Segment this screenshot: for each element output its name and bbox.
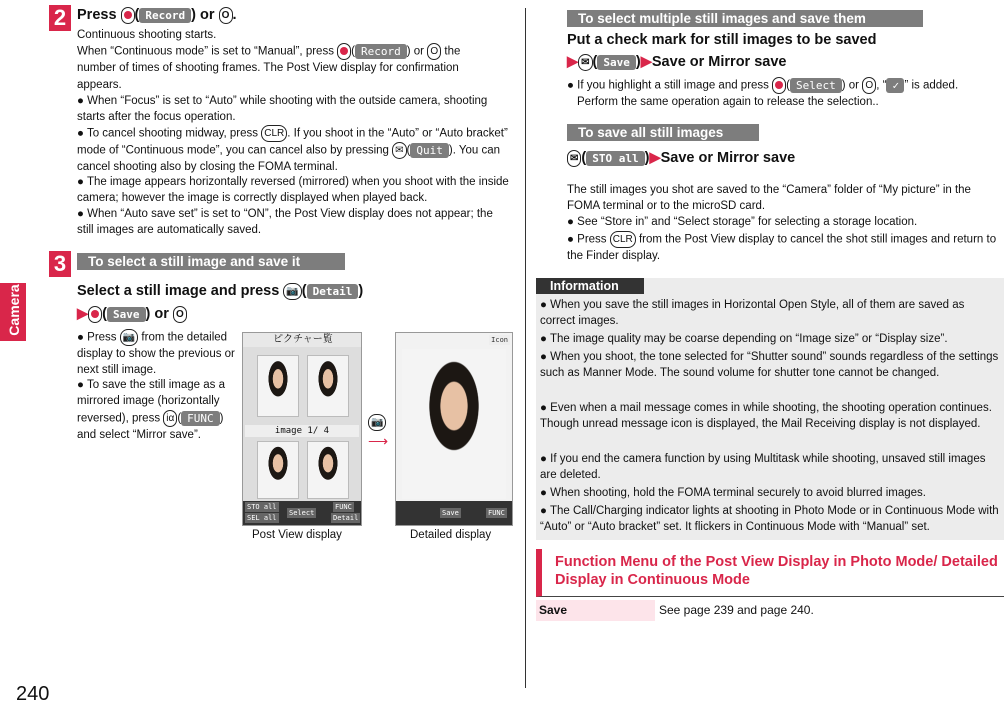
step-2-bullet-4-text: When “Auto save set” is set to “ON”, the Post View display does not appear; the still images are automatically saved.	[77, 208, 493, 237]
detail-softkey: Detail	[333, 514, 359, 522]
p2a: When “Continuous mode” is set to “Manual”, press	[77, 45, 334, 58]
func-softkey: FUNC	[181, 411, 220, 426]
rb1a: If you highlight a still image and press	[577, 79, 769, 92]
step-3-bullet-2: ● To save the still image as a mirrored image (horizontally reversed), press iα ( FUNC ) and select “Mirror save”.	[77, 379, 226, 441]
b2b: . If you shoot in the “Auto” or “Auto bracket” mode of “Continuous mode”, you can cancel also by pressing	[77, 127, 508, 157]
select-softkey: Select	[790, 78, 842, 93]
s3b2b: ) and select “Mirror save”.	[77, 412, 224, 441]
icon-label: Icon	[491, 336, 508, 344]
step-2-para-4: appears.	[77, 79, 122, 91]
info-item-text: The Call/Charging indicator lights at shooting in Photo Mode or in Continuous Mode with “Auto” or “Auto bracket” set. It flickers in Continuous Mode with “Manual” set.	[540, 505, 999, 534]
save-location-para: The still images you shot are saved to the “Camera” folder of “My picture” in the FOMA terminal or to the microSD card.	[567, 184, 971, 213]
arrow-icon: ▶	[640, 54, 652, 70]
step-3-bar: To select a still image and save it	[77, 253, 345, 270]
info-item: ● When you save the still images in Horizontal Open Style, all of them are saved as correct images.	[540, 299, 965, 328]
o-key-icon: O	[427, 43, 441, 60]
rb1d: ” is added.	[904, 79, 959, 92]
info-item-text: Even when a mail message comes in while shooting, the shooting operation continues. Though unread message icon is displayed, the Mail Receiving display is not displayed.	[540, 402, 992, 431]
step-2-bullet-3-text: The image appears horizontally reversed (mirrored) when you shoot with the inside camera; however the image is correctly displayed when played back.	[77, 176, 509, 205]
sel-all-softkey: SEL all	[247, 514, 277, 522]
step-3-or: or	[154, 306, 169, 322]
center-key-icon	[88, 306, 102, 323]
mail-key-icon: ✉	[578, 54, 592, 71]
b2c: ). You can cancel shooting also by closing the FOMA terminal.	[77, 144, 501, 173]
step-3-number: 3	[49, 251, 71, 277]
detailed-screen	[395, 332, 513, 526]
detailed-photo	[402, 349, 506, 499]
p2c: the	[444, 45, 461, 58]
save-softkey: Save	[597, 55, 636, 70]
thumbnail-photo	[257, 355, 299, 417]
info-item: ● When shooting, hold the FOMA terminal securely to avoid blurred images.	[540, 487, 927, 499]
info-item-text: If you end the camera function by using Multitask while shooting, unsaved still images are deleted.	[540, 453, 986, 482]
multi-save-bullet: ● If you highlight a still image and press ( Select ) or O , “ ✓ ” is added.	[567, 79, 959, 92]
sto-all-softkey: STO all	[247, 503, 277, 511]
info-item: ● If you end the camera function by using Multitask while shooting, unsaved still images are deleted.	[540, 453, 986, 482]
info-item-text: The image quality may be coarse depending on “Image size” or “Display size”.	[549, 333, 948, 345]
p2b: or	[413, 45, 425, 58]
save-softkey: Save	[107, 307, 146, 322]
select-softkey: Select	[289, 509, 315, 517]
section-tab-label: Camera	[6, 284, 22, 336]
info-item-text: When you save the still images in Horizontal Open Style, all of them are saved as correct images.	[540, 299, 965, 328]
camera-key-icon: 📷	[120, 329, 138, 346]
center-key-icon	[337, 43, 351, 60]
screen-softkeys	[243, 501, 361, 525]
center-key-icon	[772, 77, 786, 94]
cancel-bullet: ● Press CLR from the Post View display to cancel the shot still images and return to the Finder display.	[567, 231, 1004, 264]
func-softkey: FUNC	[335, 503, 352, 511]
info-item: ● When you shoot, the tone selected for “Shutter sound” sounds regardless of the settings such as Manner Mode. The sound volume for shutter tone cannot be changed.	[540, 351, 999, 380]
multi-save-bar: To select multiple still images and save them	[567, 10, 923, 27]
mail-key-icon: ✉	[392, 142, 406, 159]
caption-detailed: Detailed display	[410, 529, 492, 541]
step-2-period: .	[232, 7, 237, 23]
step-2-para-2: When “Continuous mode” is set to “Manual”, press ( Record ) or O the	[77, 45, 461, 58]
thumbnail-photo	[307, 441, 349, 499]
o-key-icon: O	[219, 7, 233, 24]
step-2-para-1: Continuous shooting starts.	[77, 29, 217, 41]
step-2-heading: Press ( Record ) or O .	[77, 7, 237, 23]
func-softkey: FUNC	[488, 509, 505, 517]
h2-text: Save or Mirror save	[651, 54, 787, 70]
b2a: To cancel shooting midway, press	[86, 127, 259, 140]
s3b2a: To save the still image as a mirrored image (horizontally reversed), press	[77, 379, 226, 425]
column-divider	[525, 8, 526, 688]
screen-title: ピクチャー覧	[243, 333, 361, 347]
info-item: ● Even when a mail message comes in while shooting, the shooting operation continues. Though unread message icon is displayed, the Mail Receiving display is not displayed.	[540, 402, 992, 431]
page-number: 240	[16, 683, 50, 704]
step-2-press: Press	[77, 7, 117, 23]
record-softkey: Record	[139, 8, 191, 23]
i-appli-key-icon: iα	[163, 410, 177, 427]
info-item: ● The Call/Charging indicator lights at shooting in Photo Mode or in Continuous Mode with “Auto” or “Auto bracket” set. It flickers in Continuous Mode with “Manual” set.	[540, 505, 999, 534]
function-menu-title: Function Menu of the Post View Display in Photo Mode/ Detailed Display in Continuous Mode	[536, 549, 1004, 597]
rb3a: Press	[577, 233, 607, 246]
rb1b: or	[848, 79, 859, 92]
detail-softkey: Detail	[307, 284, 359, 299]
s3b1b: from the detailed display to show the previous or next still image.	[77, 331, 235, 377]
check-mark-icon: ✓	[886, 78, 904, 93]
arrow-icon: ▶	[567, 54, 579, 70]
step-2-bullet-2: ● To cancel shooting midway, press CLR . If you shoot in the “Auto” or “Auto bracket” mode of “Continuous mode”, you can cancel also by pressing ✉ ( Quit ). You can cancel shooting also by closing the FOMA terminal.	[77, 125, 512, 175]
thumbnail-photo	[257, 441, 299, 499]
arrow-icon: ▶	[77, 306, 89, 322]
information-label: Information	[536, 278, 644, 294]
step-2-number: 2	[49, 5, 71, 31]
step-2-bullet-4: ● When “Auto save set” is set to “ON”, the Post View display does not appear; the still images are automatically saved.	[77, 208, 493, 237]
rb1c: , “	[876, 79, 887, 92]
sto-all-softkey: STO all	[586, 151, 644, 166]
info-item-text: When shooting, hold the FOMA terminal securely to avoid blurred images.	[550, 487, 927, 499]
clr-key-icon: CLR	[610, 231, 636, 248]
save-all-heading: ✉ ( STO all )▶Save or Mirror save	[567, 148, 795, 168]
step-3-heading-2: ▶ ( Save ) or O	[77, 304, 187, 324]
o-key-icon: O	[173, 306, 187, 323]
info-item-text: When you shoot, the tone selected for “Shutter sound” sounds regardless of the settings such as Manner Mode. The sound volume for shutter tone cannot be changed.	[540, 351, 999, 380]
storage-bullet: ● See “Store in” and “Select storage” for selecting a storage location.	[567, 216, 918, 228]
step-2-bullet-3: ● The image appears horizontally reversed (mirrored) when you shoot with the inside camera; however the image is correctly displayed when played back.	[77, 176, 509, 205]
step-2-para-3: number of times of shooting frames. The Post View display for confirmation	[77, 62, 459, 74]
step-3-h1-text: Select a still image and press	[77, 283, 280, 299]
image-counter: image 1/ 4	[245, 425, 359, 437]
h3-text: Save or Mirror save	[660, 150, 796, 166]
save-softkey: Save	[442, 509, 459, 517]
post-view-screen	[242, 332, 362, 526]
rb3b: from the Post View display to cancel the shot still images and return to the Finder display.	[567, 233, 997, 262]
step-2-or: or	[200, 7, 215, 23]
camera-key-icon: 📷	[368, 414, 386, 431]
mail-key-icon: ✉	[567, 150, 581, 167]
clr-key-icon: CLR	[261, 125, 287, 142]
thumbnail-photo	[307, 355, 349, 417]
camera-key-icon: 📷	[283, 283, 301, 300]
quit-softkey: Quit	[410, 143, 449, 158]
save-all-bar: To save all still images	[567, 124, 759, 141]
s3b1a: Press	[87, 331, 117, 344]
step-2-bullet-1: ● When “Focus” is set to “Auto” while shooting with the outside camera, shooting starts after the focus operation.	[77, 95, 488, 124]
info-item: ● The image quality may be coarse depending on “Image size” or “Display size”.	[540, 333, 948, 345]
step-3-heading-1: Select a still image and press 📷 ( Detail )	[77, 283, 364, 299]
multi-save-bullet-cont: Perform the same operation again to release the selection..	[577, 96, 879, 108]
section-tab	[0, 283, 26, 341]
caption-post-view: Post View display	[252, 529, 342, 541]
step-2-bullet-1-text: When “Focus” is set to “Auto” while shooting with the outside camera, shooting starts after the focus operation.	[77, 95, 488, 124]
screen-softkeys	[396, 501, 512, 525]
arrow-icon: ▶	[649, 150, 661, 166]
camera-arrow-icon: 📷 ⟶	[368, 412, 388, 452]
multi-save-heading-2: ▶ ✉ ( Save )▶Save or Mirror save	[567, 54, 787, 70]
o-key-icon: O	[862, 77, 876, 94]
record-softkey: Record	[355, 44, 407, 59]
function-row-label: Save	[536, 600, 655, 621]
multi-save-heading-1: Put a check mark for still images to be saved	[567, 32, 877, 48]
center-key-icon	[121, 7, 135, 24]
rb2: See “Store in” and “Select storage” for selecting a storage location.	[577, 216, 918, 228]
function-row-text: See page 239 and page 240.	[659, 603, 814, 617]
step-3-bullet-1: ● Press 📷 from the detailed display to show the previous or next still image.	[77, 329, 235, 379]
